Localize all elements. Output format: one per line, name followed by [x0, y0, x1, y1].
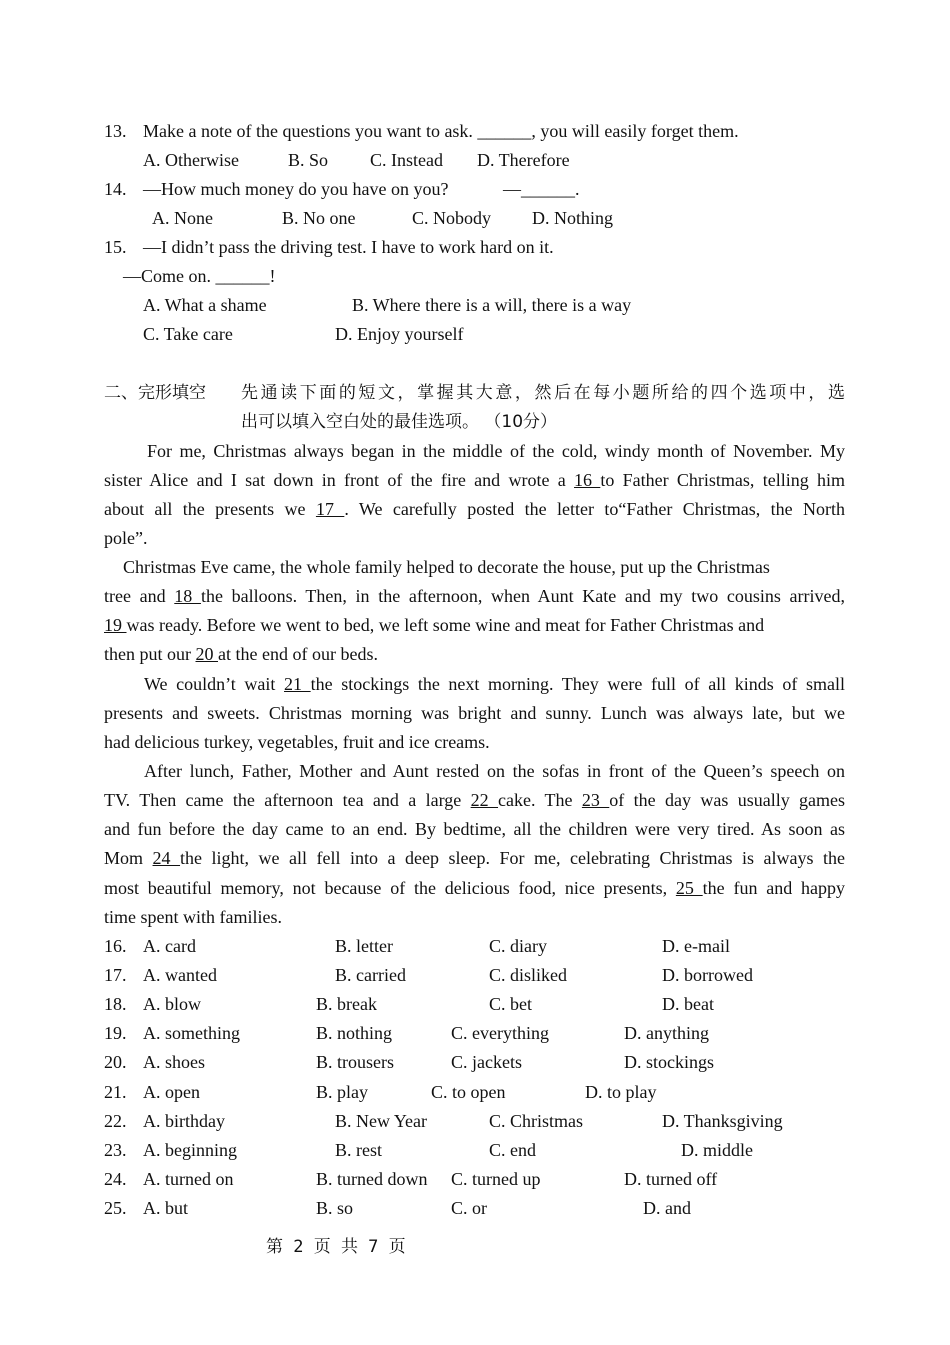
- q15-option-b: B. Where there is a will, there is a way: [352, 295, 632, 315]
- passage-p2-line4: [104, 643, 378, 665]
- option-d: D. stockings: [624, 1052, 714, 1072]
- section-heading: 二、完形填空: [104, 383, 206, 403]
- passage-text: the stockings the next morning. They were full of all kinds of small: [310, 674, 846, 694]
- option-a: A. birthday: [143, 1111, 225, 1131]
- passage-text: tree and: [104, 586, 166, 606]
- q13-option-a: A. Otherwise: [143, 150, 239, 170]
- q13-option-b: B. So: [288, 150, 329, 170]
- blank-21: 21: [284, 674, 311, 694]
- blank-25: 25: [675, 878, 703, 898]
- option-row-number: 24.: [104, 1169, 127, 1189]
- q15-option-d: D. Enjoy yourself: [335, 324, 464, 344]
- q15-option-c: C. Take care: [143, 324, 233, 344]
- option-d: D. borrowed: [662, 965, 753, 985]
- passage-p1-line1: For me, Christmas always began in the middle of the cold, windy month of November. My: [147, 441, 845, 461]
- option-row-number: 23.: [104, 1140, 127, 1160]
- q14-option-d: D. Nothing: [532, 208, 613, 228]
- option-row-number: 22.: [104, 1111, 127, 1131]
- option-d: D. Thanksgiving: [662, 1111, 783, 1131]
- passage-p3-line1: [144, 673, 845, 695]
- blank-24: 24: [152, 848, 181, 868]
- option-row-number: 17.: [104, 965, 127, 985]
- blank-20: 20: [195, 644, 218, 664]
- q15-option-a: A. What a shame: [143, 295, 267, 315]
- option-a: A. blow: [143, 994, 201, 1014]
- passage-p4-line2: [104, 789, 845, 811]
- blank-23: 23: [581, 790, 610, 810]
- passage-text: at the end of our beds.: [218, 644, 378, 664]
- q14-reply: —______.: [503, 179, 580, 199]
- passage-p2-line3: [104, 614, 764, 636]
- blank-17: 17: [315, 499, 345, 519]
- passage-text: the light, we all fell into a deep sleep. For me, celebrating Christmas is always the: [180, 848, 846, 868]
- option-c: C. jackets: [451, 1052, 522, 1072]
- option-b: B. turned down: [316, 1169, 428, 1189]
- q13-option-d: D. Therefore: [477, 150, 570, 170]
- option-a: A. card: [143, 936, 196, 956]
- passage-p4-line5: [104, 877, 845, 899]
- q14-option-a: A. None: [152, 208, 213, 228]
- blank-19: 19: [104, 615, 127, 635]
- passage-p1-line3: [104, 498, 845, 520]
- option-b: B. letter: [335, 936, 393, 956]
- option-row-number: 19.: [104, 1023, 127, 1043]
- passage-text: the fun and happy: [702, 878, 846, 898]
- q13-number: 13.: [104, 121, 127, 141]
- option-b: B. trousers: [316, 1052, 394, 1072]
- blank-22: 22: [470, 790, 499, 810]
- q15-stem: —I didn’t pass the driving test. I have to work hard on it.: [143, 237, 554, 257]
- option-row-number: 25.: [104, 1198, 127, 1218]
- passage-text: Mom: [104, 848, 144, 868]
- passage-p4-line1: After lunch, Father, Mother and Aunt rested on the sofas in front of the Queen’s speech on: [144, 761, 845, 781]
- passage-text: about all the presents we: [104, 499, 306, 519]
- q14-stem: —How much money do you have on you?: [143, 179, 449, 199]
- option-a: A. beginning: [143, 1140, 237, 1160]
- q15-reply: —Come on. ______!: [123, 266, 276, 286]
- page-number-footer: 第 2 页 共 7 页: [266, 1237, 406, 1257]
- option-b: B. so: [316, 1198, 354, 1218]
- section-instruction-line1: 先通读下面的短文，掌握其大意，然后在每小题所给的四个选项中，选: [241, 383, 845, 403]
- q15-number: 15.: [104, 237, 127, 257]
- passage-p4-line3: and fun before the day came to an end. By bedtime, all the children were very tired. As soon as: [104, 819, 845, 839]
- option-c: C. end: [489, 1140, 536, 1160]
- option-a: A. wanted: [143, 965, 217, 985]
- option-a: A. turned on: [143, 1169, 234, 1189]
- option-d: D. to play: [585, 1082, 657, 1102]
- option-c: C. or: [451, 1198, 487, 1218]
- passage-p4-line4: [104, 847, 845, 869]
- option-c: C. everything: [451, 1023, 549, 1043]
- q14-option-b: B. No one: [282, 208, 356, 228]
- option-c: C. to open: [431, 1082, 506, 1102]
- q14-option-c: C. Nobody: [412, 208, 492, 228]
- passage-p3-line2: presents and sweets. Christmas morning was bright and sunny. Lunch was always late, but we: [104, 703, 845, 723]
- passage-p2-line1: Christmas Eve came, the whole family helped to decorate the house, put up the Christmas: [123, 557, 770, 577]
- option-a: A. open: [143, 1082, 200, 1102]
- passage-p1-line4: pole”.: [104, 528, 148, 548]
- passage-p4-line6: time spent with families.: [104, 907, 282, 927]
- option-a: A. shoes: [143, 1052, 205, 1072]
- option-b: B. play: [316, 1082, 368, 1102]
- passage-text: was ready. Before we went to bed, we left some wine and meat for Father Christmas and: [126, 615, 765, 635]
- blank-18: 18: [174, 586, 201, 606]
- option-row-number: 21.: [104, 1082, 127, 1102]
- passage-p3-line3: had delicious turkey, vegetables, fruit and ice creams.: [104, 732, 490, 752]
- option-row-number: 18.: [104, 994, 127, 1014]
- passage-text: . We carefully posted the letter to“Father Christmas, the North: [344, 499, 846, 519]
- passage-text: the balloons. Then, in the afternoon, when Aunt Kate and my two cousins arrived,: [200, 586, 845, 606]
- passage-text: then put our: [104, 644, 191, 664]
- option-c: C. disliked: [489, 965, 568, 985]
- q14-number: 14.: [104, 179, 127, 199]
- section-instruction-line2: 出可以填入空白处的最佳选项。 （10分）: [241, 412, 558, 432]
- q13-option-c: C. Instead: [370, 150, 443, 170]
- passage-text: sister Alice and I sat down in front of the fire and wrote a: [104, 470, 566, 490]
- option-b: B. rest: [335, 1140, 382, 1160]
- blank-16: 16: [574, 470, 601, 490]
- option-d: D. turned off: [624, 1169, 718, 1189]
- option-c: C. bet: [489, 994, 532, 1014]
- option-d: D. beat: [662, 994, 714, 1014]
- option-b: B. break: [316, 994, 377, 1014]
- option-c: C. turned up: [451, 1169, 541, 1189]
- passage-text: most beautiful memory, not because of the delicious food, nice presents,: [104, 878, 668, 898]
- option-b: B. nothing: [316, 1023, 393, 1043]
- passage-text: of the day was usually games: [609, 790, 846, 810]
- passage-p2-line2: [104, 585, 845, 607]
- option-d: D. anything: [624, 1023, 709, 1043]
- option-row-number: 16.: [104, 936, 127, 956]
- passage-p1-line2: [104, 469, 845, 491]
- option-c: C. Christmas: [489, 1111, 584, 1131]
- option-row-number: 20.: [104, 1052, 127, 1072]
- option-d: D. e-mail: [662, 936, 730, 956]
- option-d: D. and: [643, 1198, 691, 1218]
- q13-stem: Make a note of the questions you want to ask. ______, you will easily forget them.: [143, 121, 739, 141]
- passage-text: We couldn’t wait: [144, 674, 276, 694]
- option-b: B. New Year: [335, 1111, 427, 1131]
- option-a: A. something: [143, 1023, 240, 1043]
- passage-text: TV. Then came the afternoon tea and a large: [104, 790, 462, 810]
- option-d: D. middle: [681, 1140, 753, 1160]
- option-a: A. but: [143, 1198, 188, 1218]
- passage-text: cake. The: [498, 790, 573, 810]
- option-c: C. diary: [489, 936, 547, 956]
- option-b: B. carried: [335, 965, 406, 985]
- passage-text: to Father Christmas, telling him: [600, 470, 845, 490]
